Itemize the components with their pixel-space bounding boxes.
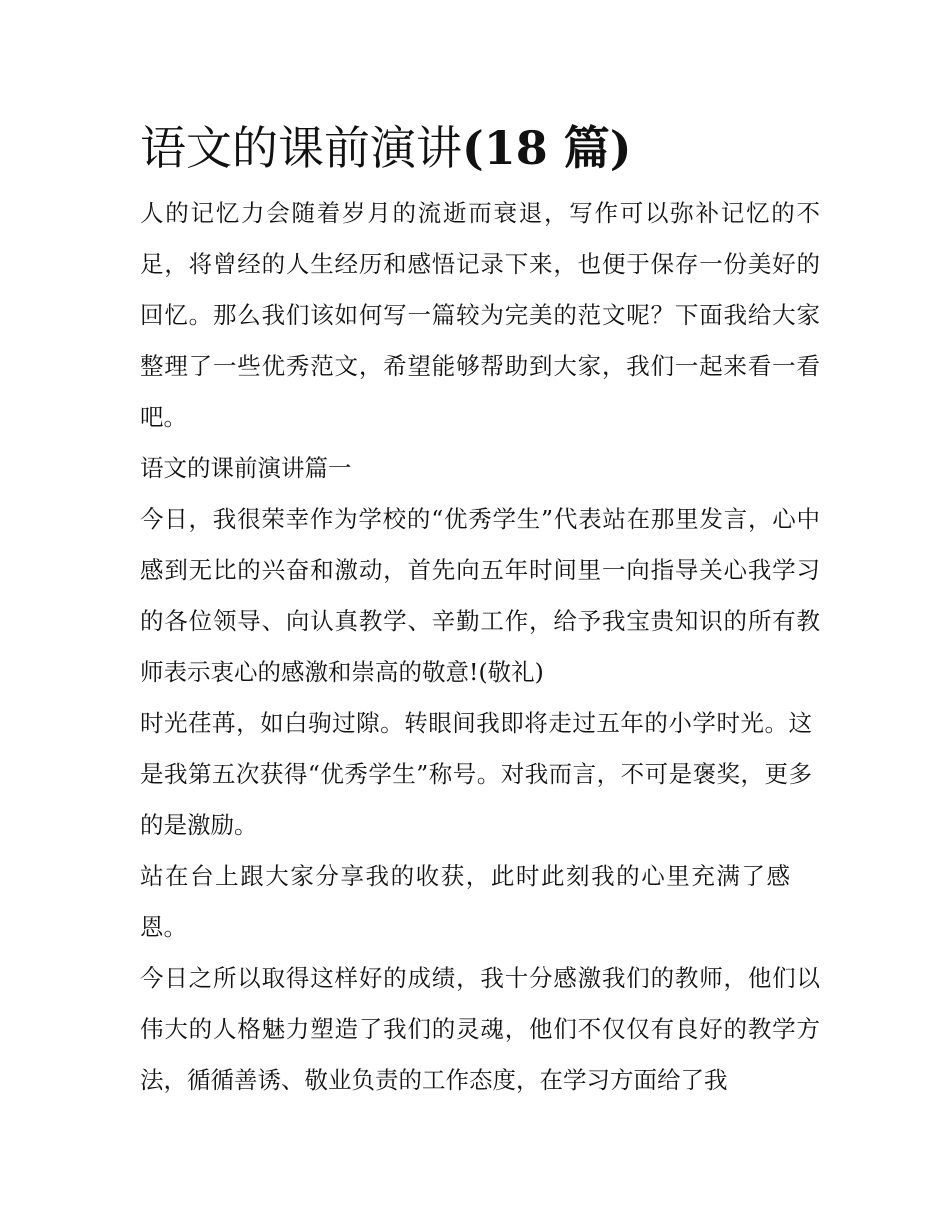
document-page: [140, 118, 820, 1106]
body-paragraph: 今日之所以取得这样好的成绩，我十分感激我们的教师，他们以伟大的人格魅力塑造了我们的灵魂，他们不仅仅有良好的教学方法，循循善诱、敬业负责的工作态度，在学习方面给了我: [140, 964, 820, 1094]
intro-paragraph: 人的记忆力会随着岁月的流逝而衰退，写作可以弥补记忆的不足，将曾经的人生经历和感悟记录下来，也便于保存一份美好的回忆。那么我们该如何写一篇较为完美的范文呢？下面我给大家整理了一些优秀范文，希望能够帮助到大家，我们一起来看一看吧。: [140, 199, 820, 431]
title-main: 语文的课前演讲: [140, 121, 462, 175]
document-title: [140, 118, 820, 178]
body-paragraph: 今日，我很荣幸作为学校的“优秀学生”代表站在那里发言，心中感到无比的兴奋和激动，首先向五年时间里一向指导关心我学习的各位领导、向认真教学、辛勤工作，给予我宝贵知识的所有教师表示衷心的感激和崇高的敬意!(敬礼): [140, 505, 820, 686]
title-suffix: (18 篇): [462, 121, 632, 175]
section-heading: 语文的课前演讲篇一: [140, 454, 352, 482]
body-paragraph: 站在台上跟大家分享我的收获，此时此刻我的心里充满了感恩。: [140, 862, 790, 941]
body-paragraph: 时光荏苒，如白驹过隙。转眼间我即将走过五年的小学时光。这是我第五次获得“优秀学生”称号。对我而言，不可是褒奖，更多的是激励。: [140, 709, 812, 839]
